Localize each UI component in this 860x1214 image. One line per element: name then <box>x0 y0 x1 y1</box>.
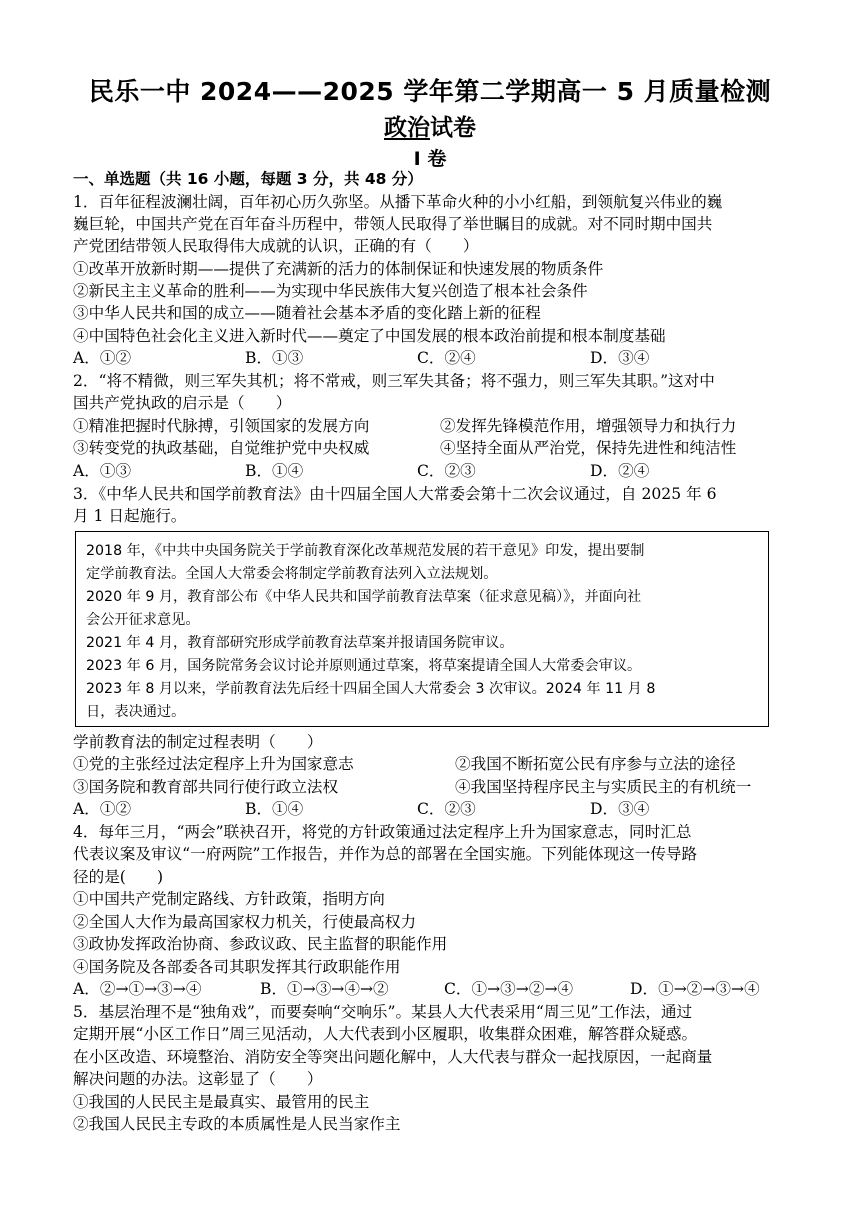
q2-stem-line: 国共产党执政的启示是（ ） <box>73 394 292 412</box>
subject-name: 政治 <box>384 115 430 141</box>
timeline-text: 日，表决通过。 <box>86 704 186 720</box>
timeline-text: 2020 年 9 月，教育部公布《中华人民共和国学前教育法草案（征求意见稿）》，并面向社 <box>86 589 642 605</box>
section-heading: 一、单选题（共 16 小题，每题 3 分，共 48 分） <box>73 170 423 188</box>
q5-stem-line: 定期开展“小区工作日”周三见活动，人大代表到小区履职，收集群众困难，解答群众疑惑。 <box>73 1025 698 1043</box>
q3-item: ②我国不断拓宽公民有序参与立法的途径 <box>455 755 736 773</box>
q3-option-d: D．③④ <box>590 800 650 818</box>
q3-option-a: A．①② <box>73 800 132 818</box>
timeline-text: 2018 年，《中共中央国务院关于学前教育深化改革规范发展的若干意见》印发，提出要制 <box>86 543 645 559</box>
q2-option-a: A．①③ <box>73 462 132 480</box>
q5-item: ②我国人民民主专政的本质属性是人民当家作主 <box>73 1115 401 1133</box>
part-label: I 卷 <box>413 148 447 170</box>
q4-item: ③政协发挥政治协商、参政议政、民主监督的职能作用 <box>73 935 448 953</box>
q5-stem-line: 解决问题的办法。这彰显了（ ） <box>73 1070 323 1088</box>
q4-item: ①中国共产党制定路线、方针政策，指明方向 <box>73 890 385 908</box>
q5-stem-line: 5．基层治理不是“独角戏”，而要奏响“交响乐”。某县人大代表采用“周三见”工作法，通过 <box>73 1003 693 1021</box>
q1-item: ②新民主主义革命的胜利——为实现中华民族伟大复兴创造了根本社会条件 <box>73 282 588 300</box>
q1-stem-line: 产党团结带领人民取得伟大成就的认识，正确的有（ ） <box>73 237 479 255</box>
q3-stem-line: 月 1 日起施行。 <box>73 507 187 525</box>
q4-option-c: C．①→③→②→④ <box>444 980 574 998</box>
q3-question: 学前教育法的制定过程表明（ ） <box>73 733 323 751</box>
q4-option-b: B．①→③→④→② <box>260 980 389 998</box>
q2-item: ③转变党的执政基础，自觉维护党中央权威 <box>73 439 370 457</box>
q3-stem-line: 3．《中华人民共和国学前教育法》由十四届全国人大常委会第十二次会议通过，自 2025 年 6 <box>73 485 717 503</box>
timeline-text: 2023 年 6 月，国务院常务会议讨论并原则通过草案，将草案提请全国人大常委会审议。 <box>86 658 642 674</box>
q2-option-d: D．②④ <box>590 462 650 480</box>
q1-option-d: D．③④ <box>590 349 650 367</box>
q5-stem-line: 在小区改造、环境整治、消防安全等突出问题化解中，人大代表与群众一起找原因，一起商量 <box>73 1048 713 1066</box>
exam-title: 民乐一中 2024——2025 学年第二学期高一 5 月质量检测 <box>88 77 772 106</box>
q1-stem-line: 巍巨轮，中国共产党在百年奋斗历程中，带领人民取得了举世瞩目的成就。对不同时期中国共 <box>73 215 713 233</box>
subject-suffix: 试卷 <box>430 115 476 141</box>
q2-item: ①精准把握时代脉搏，引领国家的发展方向 <box>73 417 370 435</box>
q2-option-b: B．①④ <box>245 462 304 480</box>
q3-item: ③国务院和教育部共同行使行政立法权 <box>73 778 339 796</box>
timeline-text: 会公开征求意见。 <box>86 612 200 628</box>
q1-item: ④中国特色社会化主义进入新时代——奠定了中国发展的根本政治前提和根本制度基础 <box>73 327 666 345</box>
q2-item: ②发挥先锋模范作用，增强领导力和执行力 <box>440 417 737 435</box>
q1-option-a: A．①② <box>73 349 132 367</box>
q1-stem-line: 1．百年征程波澜壮阔，百年初心历久弥坚。从播下革命火种的小小红船，到领航复兴伟业的巍 <box>73 193 723 211</box>
exam-subject <box>0 109 860 142</box>
q4-item: ②全国人大作为最高国家权力机关，行使最高权力 <box>73 913 417 931</box>
q3-option-c: C．②③ <box>417 800 476 818</box>
q1-option-c: C．②④ <box>417 349 476 367</box>
q1-item: ①改革开放新时期——提供了充满新的活力的体制保证和快速发展的物质条件 <box>73 260 604 278</box>
q1-item: ③中华人民共和国的成立——随着社会基本矛盾的变化踏上新的征程 <box>73 304 541 322</box>
q3-option-b: B．①④ <box>245 800 304 818</box>
q1-option-b: B．①③ <box>245 349 304 367</box>
q3-item: ①党的主张经过法定程序上升为国家意志 <box>73 755 354 773</box>
q3-item: ④我国坚持程序民主与实质民主的有机统一 <box>455 778 752 796</box>
q2-option-c: C．②③ <box>417 462 476 480</box>
q4-stem-line: 4．每年三月，“两会”联袂召开，将党的方针政策通过法定程序上升为国家意志，同时汇总 <box>73 823 692 841</box>
q4-option-d: D．①→②→③→④ <box>630 980 760 998</box>
timeline-text: 定学前教育法。全国人大常委会将制定学前教育法列入立法规划。 <box>86 566 498 582</box>
q4-option-a: A．②→①→③→④ <box>73 980 202 998</box>
q2-item: ④坚持全面从严治党，保持先进性和纯洁性 <box>440 439 737 457</box>
q4-stem-line: 代表议案及审议“一府两院”工作报告，并作为总的部署在全国实施。下列能体现这一传导路 <box>73 845 698 863</box>
q4-stem-line: 径的是( ) <box>73 868 164 886</box>
timeline-text: 2021 年 4 月，教育部研究形成学前教育法草案并报请国务院审议。 <box>86 635 514 651</box>
q4-item: ④国务院及各部委各司其职发挥其行政职能作用 <box>73 958 401 976</box>
timeline-text: 2023 年 8 月以来，学前教育法先后经十四届全国人大常委会 3 次审议。2024 年 11 月 8 <box>86 681 656 697</box>
q2-stem-line: 2．“将不精微，则三军失其机；将不常戒，则三军失其备；将不强力，则三军失其职。”这对中 <box>73 372 715 390</box>
q5-item: ①我国的人民民主是最真实、最管用的民主 <box>73 1093 370 1111</box>
